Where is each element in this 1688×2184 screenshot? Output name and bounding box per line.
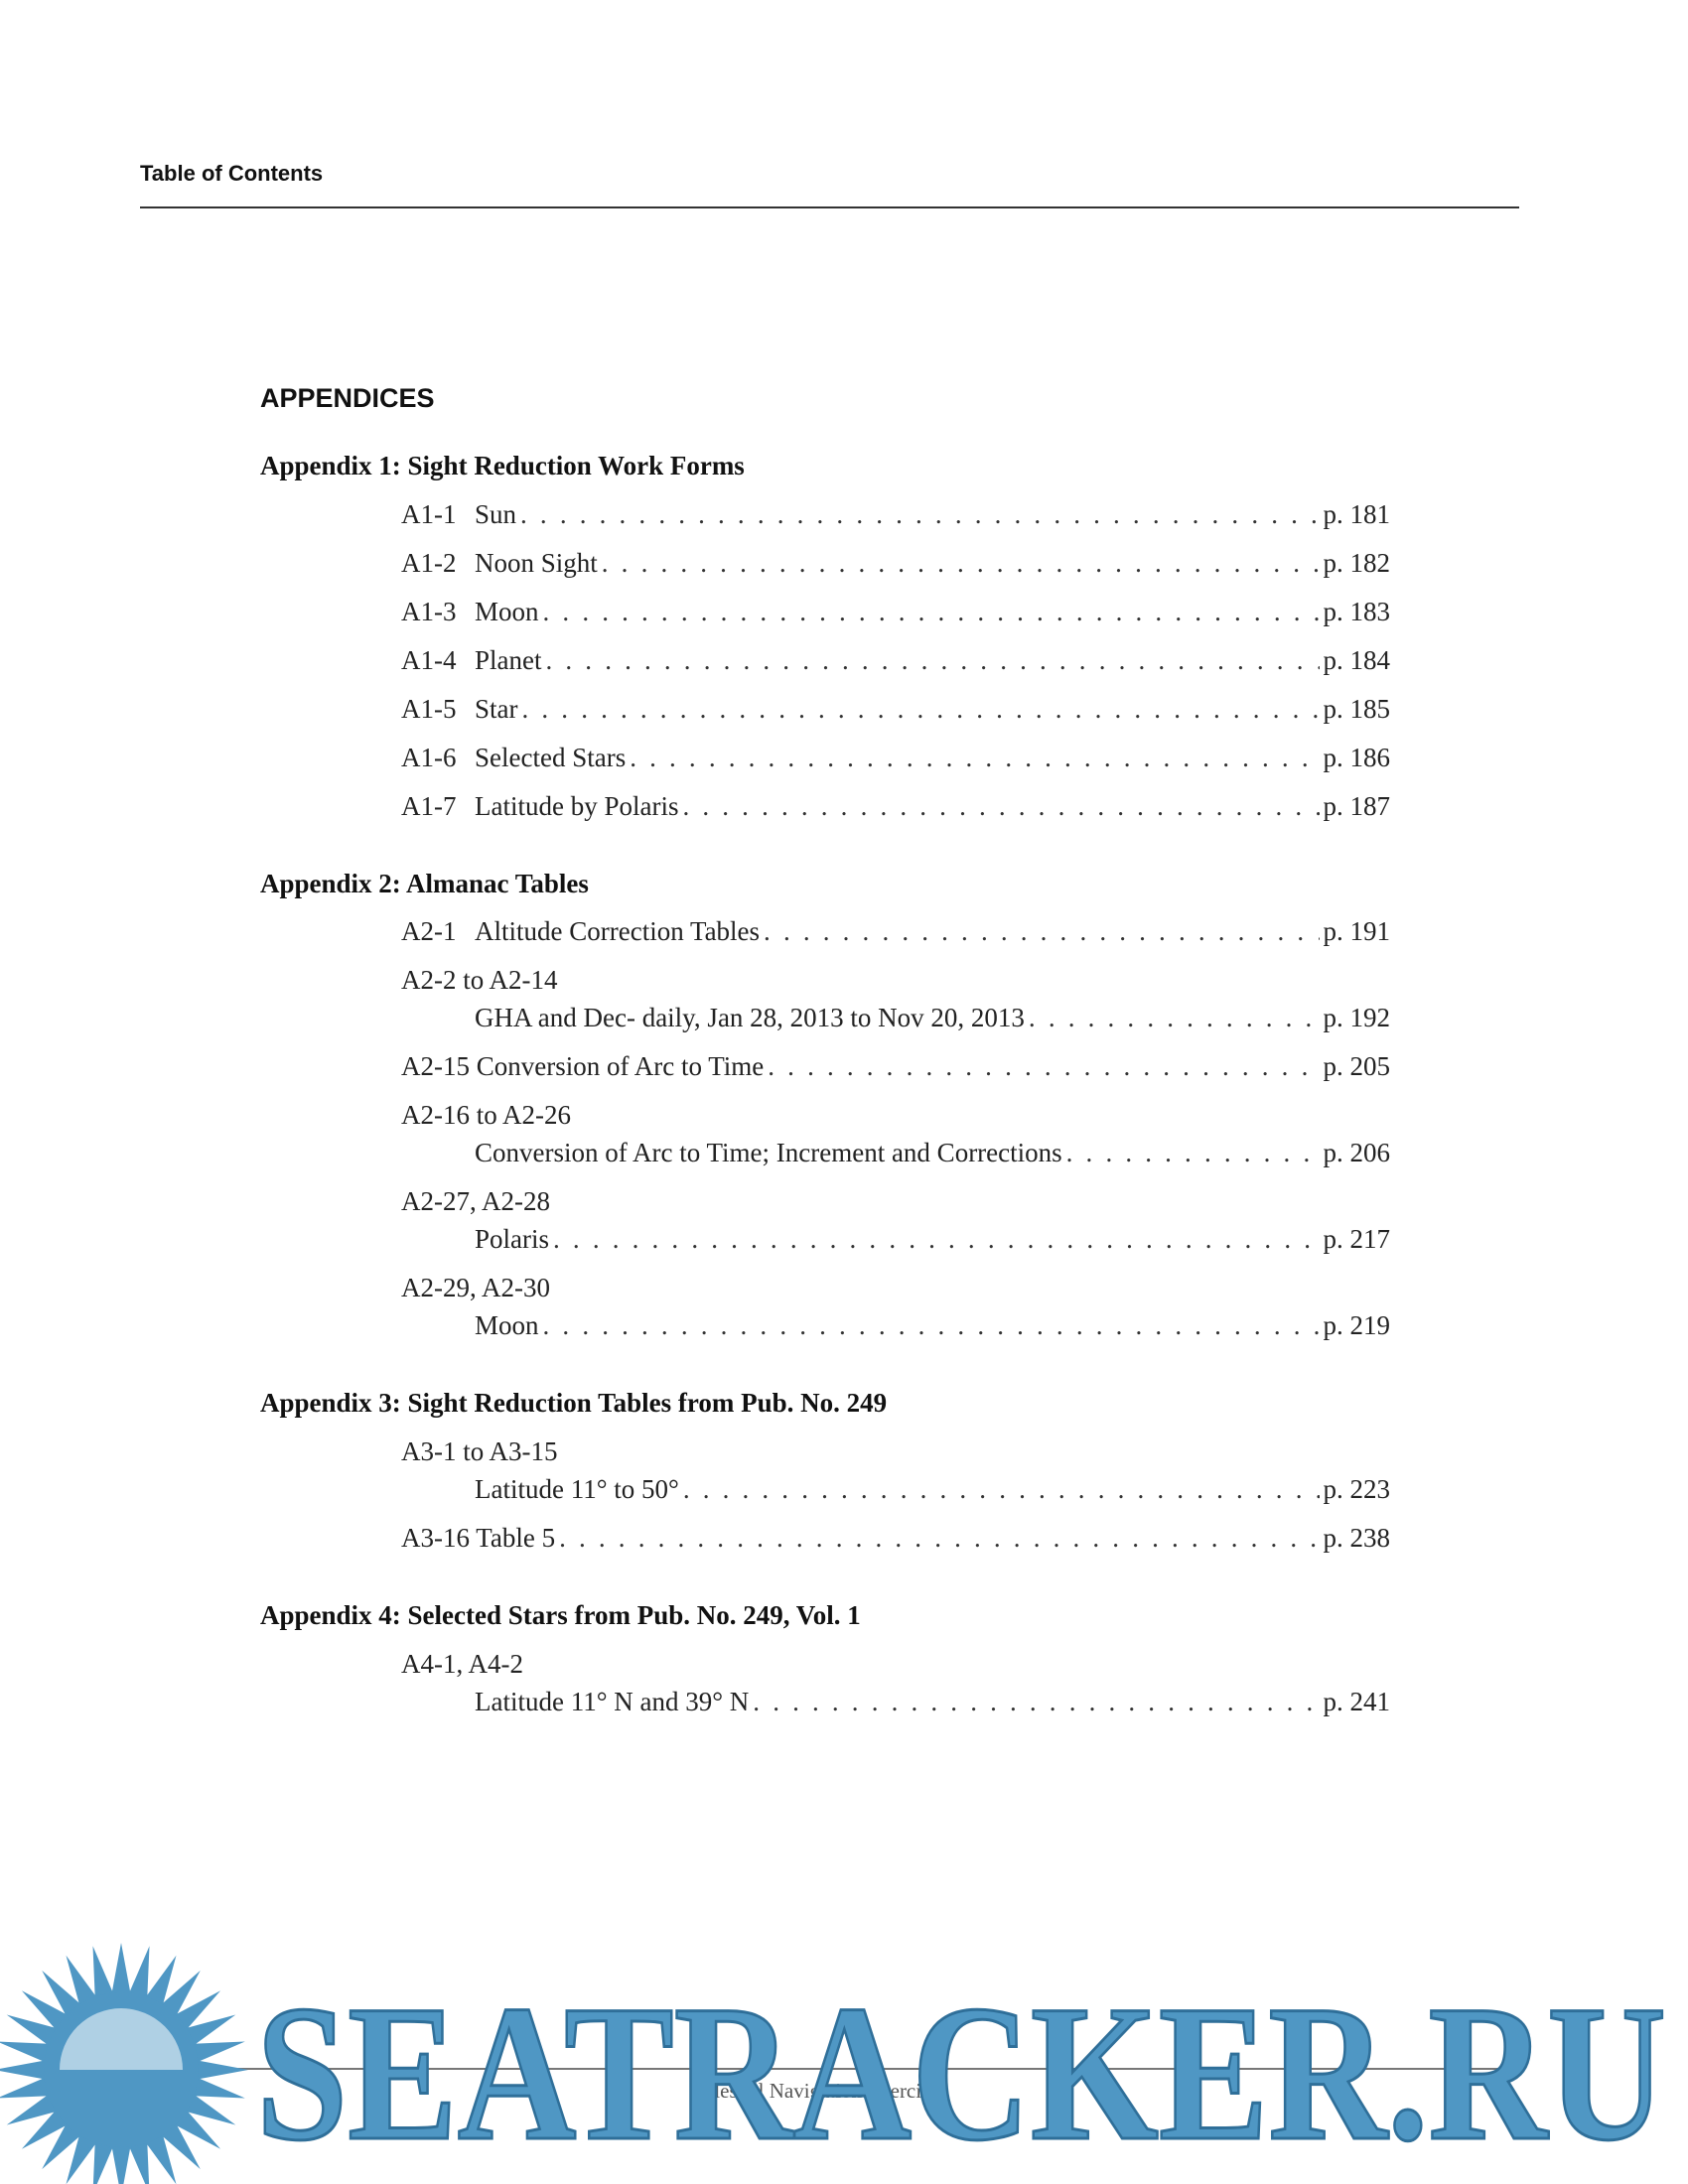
sun-burst-icon (0, 1943, 248, 2184)
entry-range-heading: A2-2 to A2-14 (401, 965, 558, 995)
entry-label: GHA and Dec- daily, Jan 28, 2013 to Nov 20, 2013 (475, 1003, 1025, 1032)
entry-page: p. 184 (1323, 645, 1390, 675)
entry-label: Selected Stars (475, 743, 627, 772)
dot-leader (753, 1687, 1319, 1717)
entry-label: A3-16 Table 5 (401, 1523, 556, 1553)
toc-entry[interactable] (401, 1687, 1390, 1722)
entry-label: Altitude Correction Tables (475, 916, 761, 946)
entry-range-heading: A3-1 to A3-15 (401, 1436, 558, 1466)
entry-label: A2-15 Conversion of Arc to Time (401, 1051, 765, 1081)
dot-leader (559, 1523, 1319, 1554)
entry-page: p. 183 (1323, 597, 1390, 626)
dot-leader (520, 499, 1319, 530)
entry-page: p. 238 (1323, 1523, 1390, 1553)
toc-entry[interactable] (401, 791, 1390, 827)
dot-leader (682, 791, 1319, 822)
appendix-4-heading: Appendix 4: Selected Stars from Pub. No. 249, Vol. 1 (260, 1600, 861, 1630)
toc-entry[interactable] (401, 743, 1390, 778)
entry-code: A1-3 (401, 597, 457, 626)
entry-label: Latitude 11° to 50° (475, 1474, 679, 1504)
dot-leader (543, 597, 1320, 627)
entry-page: p. 191 (1323, 916, 1390, 946)
appendix-2-heading: Appendix 2: Almanac Tables (260, 869, 589, 898)
entry-code: A1-1 (401, 499, 457, 529)
entry-page: p. 205 (1323, 1051, 1390, 1081)
entry-label: Sun (475, 499, 517, 529)
header-rule (140, 206, 1519, 208)
entry-code: A2-1 (401, 916, 457, 946)
entry-label: Noon Sight (475, 548, 598, 578)
toc-entry[interactable] (401, 1224, 1390, 1260)
toc-entry[interactable] (401, 1523, 1390, 1559)
entry-code: A1-6 (401, 743, 457, 772)
entry-page: p. 186 (1323, 743, 1390, 772)
toc-entry[interactable] (401, 1474, 1390, 1510)
toc-entry[interactable] (401, 645, 1390, 681)
watermark (0, 1936, 1688, 2184)
entry-label: Moon (475, 1310, 539, 1340)
running-header: Table of Contents (140, 161, 324, 186)
entry-page: p. 241 (1323, 1687, 1390, 1716)
entry-label: Polaris (475, 1224, 550, 1254)
entry-page: p. 223 (1323, 1474, 1390, 1504)
entry-page: p. 206 (1323, 1138, 1390, 1167)
entry-label: Moon (475, 597, 539, 626)
entry-code: A1-2 (401, 548, 457, 578)
entry-range-heading: A4-1, A4-2 (401, 1649, 523, 1679)
toc-entry[interactable] (401, 1051, 1390, 1087)
dot-leader (553, 1224, 1319, 1255)
entry-range-heading: A2-29, A2-30 (401, 1273, 550, 1302)
dot-leader (1066, 1138, 1320, 1168)
entry-page: p. 217 (1323, 1224, 1390, 1254)
toc-entry[interactable] (401, 916, 1390, 952)
dot-leader (522, 694, 1320, 725)
toc-entry[interactable] (401, 499, 1390, 535)
entry-label: Latitude 11° N and 39° N (475, 1687, 750, 1716)
toc-entry[interactable] (401, 1003, 1390, 1038)
entry-page: p. 181 (1323, 499, 1390, 529)
appendix-3-heading: Appendix 3: Sight Reduction Tables from Pub. No. 249 (260, 1388, 888, 1418)
dot-leader (543, 1310, 1320, 1341)
entry-page: p. 187 (1323, 791, 1390, 821)
entry-label: Star (475, 694, 518, 724)
toc-entry[interactable] (401, 597, 1390, 632)
toc-entry[interactable] (401, 1138, 1390, 1173)
entry-code: A1-5 (401, 694, 457, 724)
section-title: APPENDICES (260, 383, 435, 413)
dot-leader (630, 743, 1319, 773)
entry-range-heading: A2-16 to A2-26 (401, 1100, 571, 1130)
toc-entry[interactable] (401, 1310, 1390, 1346)
entry-label: Conversion of Arc to Time; Increment and Corrections (475, 1138, 1062, 1167)
entry-label: Latitude by Polaris (475, 791, 679, 821)
dot-leader (1029, 1003, 1320, 1033)
entry-page: p. 192 (1323, 1003, 1390, 1032)
toc-entry[interactable] (401, 694, 1390, 730)
dot-leader (768, 1051, 1319, 1082)
entry-range-heading: A2-27, A2-28 (401, 1186, 550, 1216)
entry-page: p. 182 (1323, 548, 1390, 578)
entry-label: Planet (475, 645, 542, 675)
dot-leader (683, 1474, 1320, 1505)
entry-page: p. 219 (1323, 1310, 1390, 1340)
dot-leader (764, 916, 1319, 947)
dot-leader (546, 645, 1320, 676)
watermark-text: SEATRACKER.RU (256, 1966, 1666, 2181)
entry-code: A1-7 (401, 791, 457, 821)
entry-page: p. 185 (1323, 694, 1390, 724)
footer-title: Celestial Navigation Exercises (691, 2079, 947, 2103)
entry-code: A1-4 (401, 645, 457, 675)
dot-leader (602, 548, 1320, 579)
appendix-1-heading: Appendix 1: Sight Reduction Work Forms (260, 451, 745, 480)
toc-entry[interactable] (401, 548, 1390, 584)
